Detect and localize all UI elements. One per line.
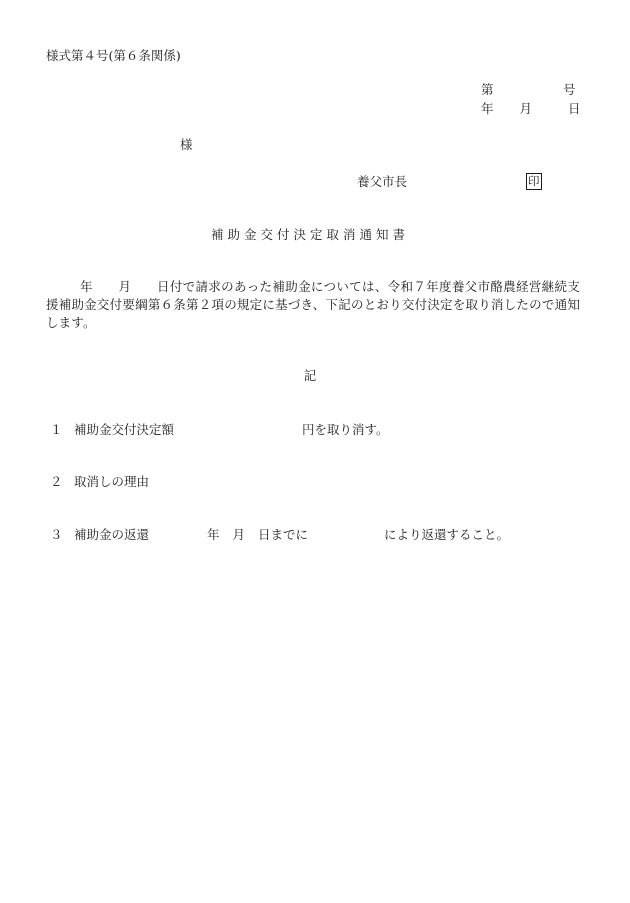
- form-number: 様式第４号(第６条関係): [46, 48, 181, 63]
- document-number-label: 第: [481, 82, 494, 97]
- item-label: 取消しの理由: [74, 474, 150, 489]
- return-year-label: 年: [207, 527, 220, 542]
- return-deadline: [207, 529, 308, 542]
- date-day-label: 日: [568, 101, 581, 116]
- item-grant-return-tail: により返還すること。: [384, 527, 510, 542]
- item-number: ２: [50, 474, 63, 489]
- sender-title: 養父市長: [357, 174, 408, 189]
- date-year-label: 年: [481, 101, 494, 116]
- list-item-grant-return: [50, 529, 149, 542]
- item-label: 補助金の返還: [74, 527, 150, 542]
- item-number: ３: [50, 527, 63, 542]
- return-day-label: 日までに: [258, 527, 309, 542]
- addressee-honorific: 様: [180, 137, 193, 152]
- item-label: 補助金交付決定額: [74, 422, 175, 437]
- date-month-label: 月: [519, 101, 533, 116]
- document-number-suffix: 号: [563, 82, 576, 97]
- notice-body: 年 月 日付で請求のあった補助金については、令和７年度養父市酪農経営継続支援補助金交付要綱第６条第２項の規定に基づき、下記のとおり交付決定を取り消したので通知します。: [46, 279, 580, 330]
- list-item-grant-amount: [50, 424, 174, 437]
- seal-mark: 印: [528, 174, 540, 188]
- ki-heading: 記: [303, 368, 317, 383]
- item-number: １: [50, 422, 63, 437]
- return-month-label: 月: [232, 527, 246, 542]
- issue-date: [481, 103, 581, 116]
- item-grant-amount-tail: 円を取り消す。: [302, 422, 389, 437]
- document-title: 補助金交付決定取消通知書: [210, 227, 409, 242]
- list-item-cancel-reason: [50, 476, 149, 489]
